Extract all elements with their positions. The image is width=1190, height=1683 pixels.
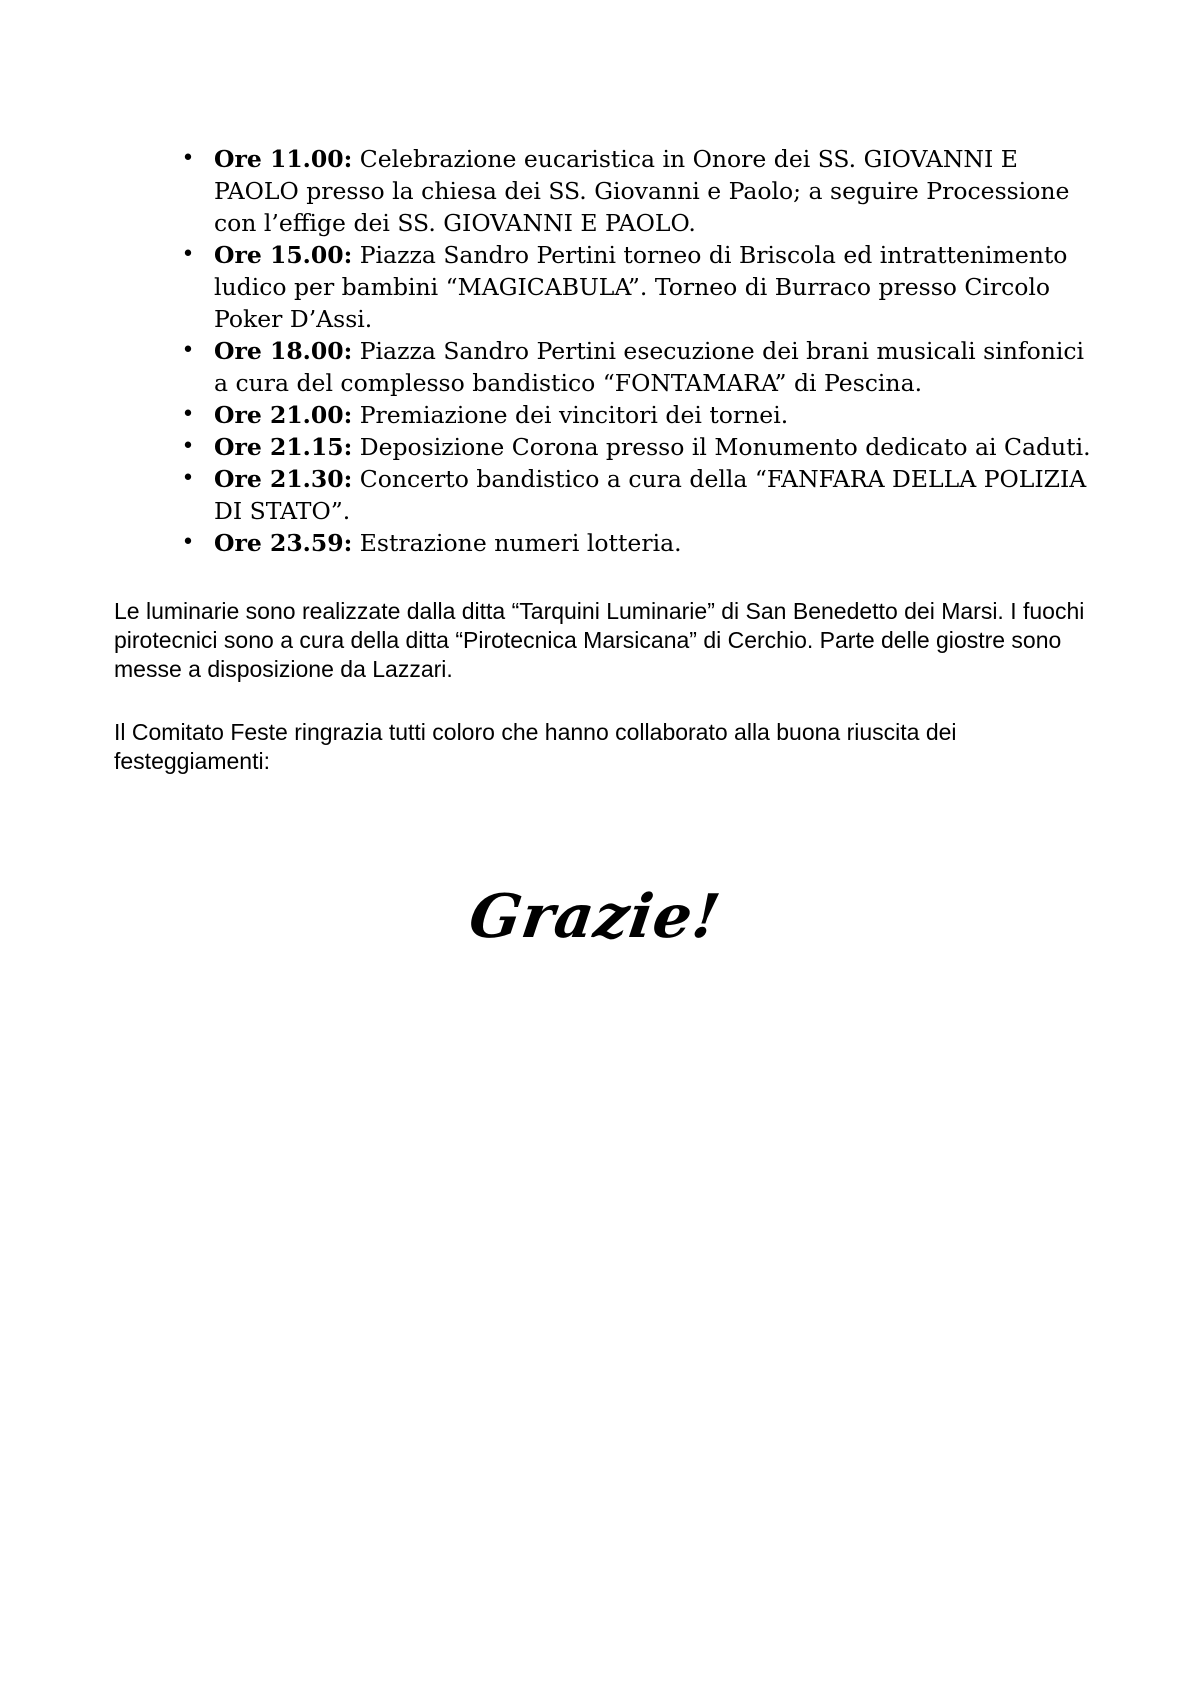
- sponsors-paragraph: Le luminarie sono realizzate dalla ditta “Tarquini Luminarie” di San Benedetto dei Marsi. I fuochi pirotecnici sono a cura della ditta “Pirotecnica Marsicana” di Cerchio. Parte delle giostre sono messe a disposizione da Lazzari.: [114, 598, 1085, 682]
- bullet-icon: •: [181, 530, 195, 555]
- grazie-signature: Grazie!: [465, 882, 725, 952]
- schedule-description: Piazza Sandro Pertini torneo di Briscola ed intrattenimento ludico per bambini “MAGICABULA”. Torneo di Burraco presso Circolo Poker D’Assi.: [214, 241, 1068, 333]
- schedule-item: [181, 239, 1094, 335]
- schedule-description: Concerto bandistico a cura della “FANFARA DELLA POLIZIA DI STATO”.: [214, 465, 1087, 525]
- bullet-icon: •: [181, 146, 195, 171]
- schedule-time: Ore 23.59:: [214, 529, 353, 557]
- schedule-time: Ore 15.00:: [214, 241, 353, 269]
- schedule-description: Piazza Sandro Pertini esecuzione dei brani musicali sinfonici a cura del complesso bandistico “FONTAMARA” di Pescina.: [214, 337, 1085, 397]
- bullet-icon: •: [181, 242, 195, 267]
- schedule-description: Estrazione numeri lotteria.: [359, 529, 682, 557]
- schedule-time: Ore 21.00:: [214, 401, 353, 429]
- thanks-paragraph: Il Comitato Feste ringrazia tutti coloro che hanno collaborato alla buona riuscita dei festeggiamenti:: [114, 719, 957, 774]
- schedule-description: Deposizione Corona presso il Monumento dedicato ai Caduti.: [359, 433, 1091, 461]
- schedule-item: [181, 143, 1094, 239]
- bullet-icon: •: [181, 434, 195, 459]
- schedule-item: [181, 463, 1094, 527]
- schedule-description: Celebrazione eucaristica in Onore dei SS. GIOVANNI E PAOLO presso la chiesa dei SS. Giovanni e Paolo; a seguire Processione con l’effige dei SS. GIOVANNI E PAOLO.: [214, 145, 1070, 237]
- bullet-icon: •: [181, 402, 195, 427]
- event-schedule-list: [181, 143, 1094, 559]
- schedule-time: Ore 18.00:: [214, 337, 353, 365]
- schedule-time: Ore 11.00:: [214, 145, 353, 173]
- schedule-item: [181, 335, 1094, 399]
- schedule-item: [181, 431, 1094, 463]
- schedule-time: Ore 21.15:: [214, 433, 353, 461]
- bullet-icon: •: [181, 466, 195, 491]
- schedule-time: Ore 21.30:: [214, 465, 353, 493]
- bullet-icon: •: [181, 338, 195, 363]
- schedule-description: Premiazione dei vincitori dei tornei.: [359, 401, 789, 429]
- schedule-item: [181, 399, 1094, 431]
- schedule-item: [181, 527, 1094, 559]
